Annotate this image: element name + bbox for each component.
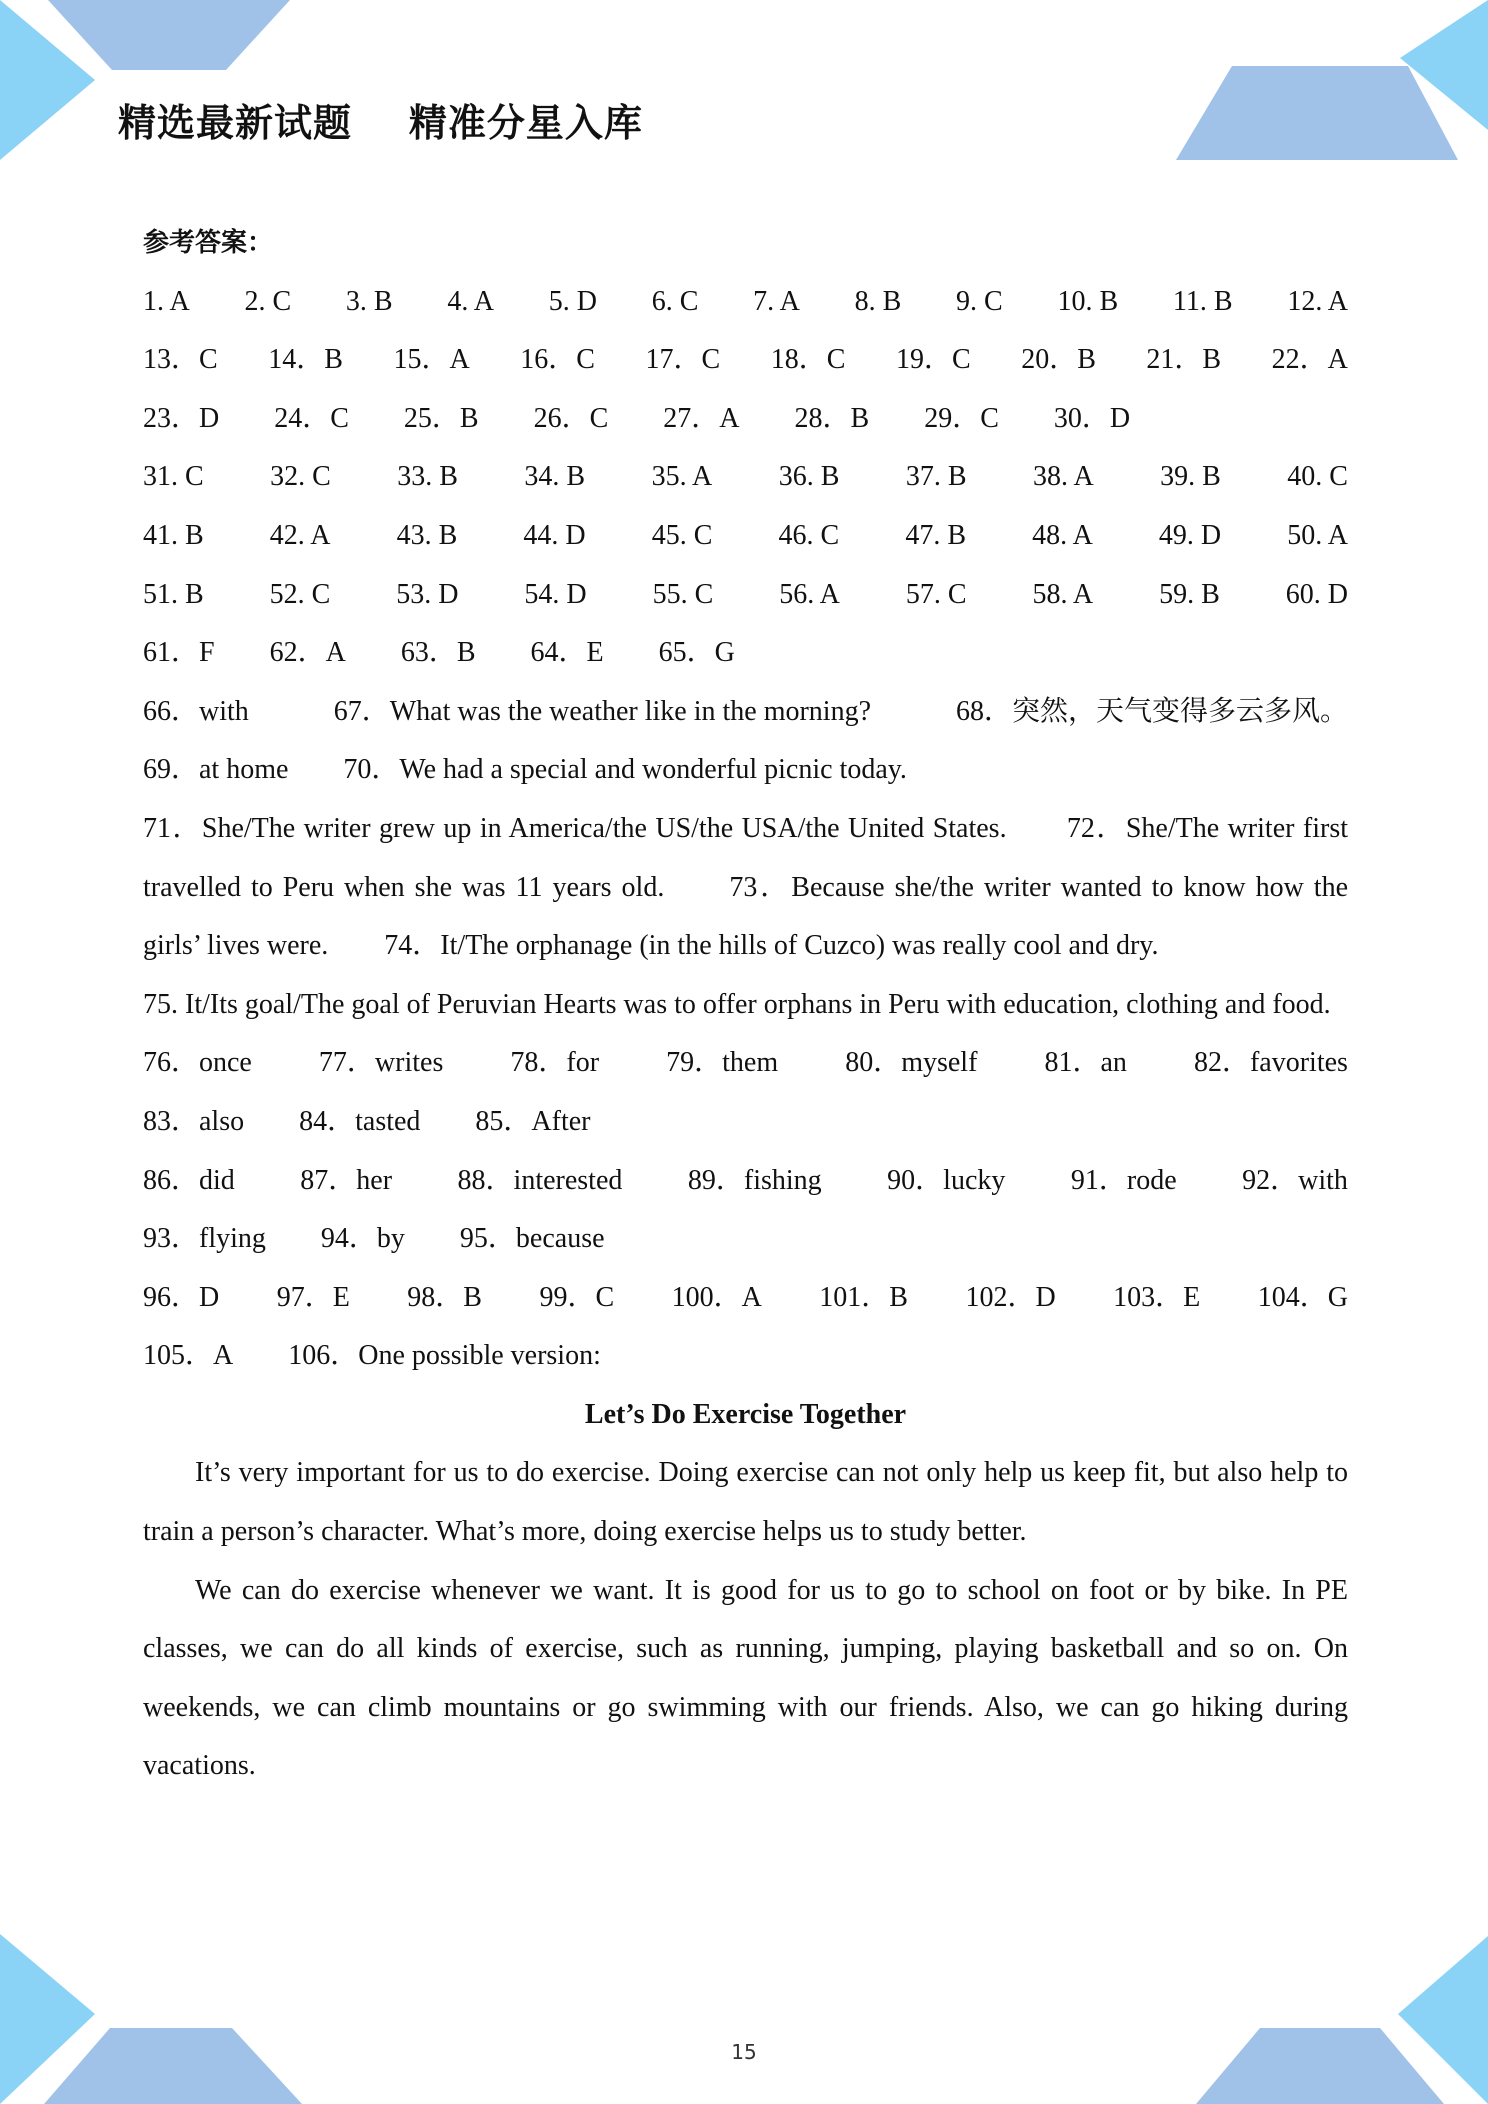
- answer-item: 43. B: [396, 519, 458, 551]
- page-number: 15: [731, 2040, 757, 2064]
- answer-row: [143, 683, 1348, 742]
- answer-item: 17．C: [645, 344, 721, 376]
- answer-item: 76．once: [143, 1047, 252, 1079]
- answer-item: 16．C: [520, 344, 595, 376]
- answer-item: 82．favorites: [1193, 1047, 1348, 1079]
- answer-item: 34. B: [524, 461, 586, 493]
- answer-item: 99．C: [539, 1281, 615, 1313]
- answer-item: 100．A: [671, 1281, 762, 1313]
- answer-item: 9. C: [956, 285, 1003, 317]
- answer-item: 57. C: [905, 578, 967, 610]
- answer-item: 25．B: [403, 402, 479, 434]
- essay-paragraph: It’s very important for us to do exercise. Doing exercise can not only help us keep fit, but also help to train a person’s character. What’s more, doing exercise helps us to study better.: [143, 1457, 1348, 1548]
- top-left-trapezoid-decoration: [48, 0, 290, 70]
- answer-item: 60. D: [1285, 578, 1348, 610]
- answer-item: 46. C: [778, 519, 840, 551]
- answer-item: 13．C: [143, 344, 218, 376]
- answer-row: [143, 624, 1348, 683]
- answer-item: 21．B: [1146, 344, 1222, 376]
- answer-item: 36. B: [778, 461, 840, 493]
- answer-item: 79．them: [666, 1047, 779, 1079]
- answer-item: 67．What was the weather like in the morning?: [333, 695, 872, 727]
- answer-row: [143, 1327, 1348, 1386]
- answers-heading: 参考答案：: [143, 228, 274, 258]
- answer-item: 88．interested: [457, 1164, 623, 1196]
- answer-item: 10. B: [1057, 285, 1119, 317]
- answer-item: 104．G: [1257, 1281, 1348, 1313]
- answer-row: [143, 1152, 1348, 1211]
- answer-item: 56. A: [779, 578, 840, 610]
- answer-row: [143, 1034, 1348, 1093]
- answers-71-74-paragraph: 71．She/The writer grew up in America/the US/the USA/the United States. 72．She/The writer first travelled to Peru when she was 11 years old. 73．Because she/the writer wanted to know how the girls’ lives were. 74．It/The orphanage (in the hills of Cuzco) was really cool and dry.: [143, 812, 1348, 962]
- answer-item: 42. A: [269, 519, 331, 551]
- answer-item: 32. C: [270, 461, 331, 493]
- answer-item: 54. D: [524, 578, 587, 610]
- answer-item: 64．E: [530, 637, 604, 669]
- answer-item: 65．G: [658, 637, 735, 669]
- answer-item: 62．A: [269, 637, 346, 669]
- answer-item: 4. A: [447, 285, 494, 317]
- answer-item: 8. B: [854, 285, 902, 317]
- answer-item: 89．fishing: [687, 1164, 822, 1196]
- top-right-trapezoid-decoration: [1176, 66, 1458, 160]
- header-title: 精选最新试题 精准分星入库: [118, 101, 643, 145]
- answer-item: 23．D: [143, 402, 220, 434]
- answer-item: 101．B: [819, 1281, 908, 1313]
- answer-item: 84．tasted: [299, 1105, 421, 1137]
- answer-item: 90．lucky: [887, 1164, 1006, 1196]
- answer-item: 24．C: [274, 402, 349, 434]
- answer-item: 98．B: [407, 1281, 482, 1313]
- answer-item: 68．突然，天气变得多云多风。: [955, 695, 1348, 727]
- answer-item: 12. A: [1287, 285, 1348, 317]
- answer-item: 40. C: [1287, 461, 1348, 493]
- answer-item: 35. A: [651, 461, 713, 493]
- answer-row: [143, 331, 1348, 390]
- answer-row: [143, 566, 1348, 625]
- answer-item: 5. D: [548, 285, 597, 317]
- answer-item: 48. A: [1032, 519, 1093, 551]
- answer-item: 51. B: [143, 578, 204, 610]
- answer-item: 50. A: [1287, 519, 1348, 551]
- answer-item: 6. C: [651, 285, 699, 317]
- answer-item: 39. B: [1160, 461, 1221, 493]
- answer-item: 53. D: [396, 578, 459, 610]
- answer-item: 30．D: [1053, 402, 1131, 434]
- answer-item: 38. A: [1032, 461, 1094, 493]
- answer-75-paragraph: 75. It/Its goal/The goal of Peruvian Hearts was to offer orphans in Peru with education, clothing and food.: [143, 988, 1331, 1020]
- answer-item: 22．A: [1271, 344, 1348, 376]
- answer-item: 95．because: [459, 1223, 605, 1255]
- answer-item: 80．myself: [845, 1047, 978, 1079]
- answer-item: 14．B: [268, 344, 343, 376]
- answer-item: 81．an: [1044, 1047, 1127, 1079]
- answer-item: 70．We had a special and wonderful picnic today.: [343, 754, 907, 786]
- answer-item: 52. C: [269, 578, 331, 610]
- answer-item: 18．C: [770, 344, 846, 376]
- answer-item: 103．E: [1113, 1281, 1201, 1313]
- answer-row: [143, 448, 1348, 507]
- answer-item: 96．D: [143, 1281, 220, 1313]
- answer-row: [143, 1093, 1348, 1152]
- answer-item: 15．A: [393, 344, 470, 376]
- essay-title: Let’s Do Exercise Together: [584, 1398, 907, 1430]
- answer-item: 3. B: [345, 285, 393, 317]
- answer-item: 87．her: [300, 1164, 393, 1196]
- answer-item: 106．One possible version:: [288, 1340, 601, 1372]
- answer-item: 28．B: [794, 402, 870, 434]
- essay-paragraph: We can do exercise whenever we want. It is good for us to go to school on foot or by bike. In PE classes, we can do all kinds of exercise, such as running, jumping, playing basketball and so on. On weekends, we can climb mountains or go swimming with our friends. Also, we can go hiking during vacations.: [143, 1574, 1348, 1782]
- answer-item: 105．A: [143, 1340, 234, 1372]
- answer-item: 45. C: [651, 519, 713, 551]
- answer-row: [143, 390, 1348, 449]
- answer-item: 59. B: [1159, 578, 1220, 610]
- answer-item: 85．After: [475, 1105, 591, 1137]
- answer-item: 11. B: [1172, 285, 1233, 317]
- answer-row: [143, 1210, 1348, 1269]
- answer-item: 61．F: [143, 637, 215, 669]
- answer-item: 78．for: [510, 1047, 600, 1079]
- answer-item: 19．C: [895, 344, 971, 376]
- answer-item: 92．with: [1242, 1164, 1348, 1196]
- answer-item: 66．with: [143, 695, 249, 727]
- answer-item: 49. D: [1158, 519, 1222, 551]
- answer-item: 20．B: [1021, 344, 1096, 376]
- answer-item: 26．C: [533, 402, 609, 434]
- answer-item: 91．rode: [1070, 1164, 1177, 1196]
- answer-item: 44. D: [523, 519, 586, 551]
- answer-item: 83．also: [143, 1105, 245, 1137]
- answer-item: 37. B: [905, 461, 967, 493]
- answer-item: 33. B: [397, 461, 458, 493]
- answer-item: 69．at home: [143, 754, 289, 786]
- answer-item: 29．C: [924, 402, 999, 434]
- answer-row: [143, 741, 1348, 800]
- answer-item: 94．by: [320, 1223, 405, 1255]
- answer-item: 27．A: [663, 402, 740, 434]
- answer-item: 31. C: [143, 461, 204, 493]
- answer-item: 102．D: [965, 1281, 1056, 1313]
- answer-row: [143, 273, 1348, 332]
- answer-item: 97．E: [276, 1281, 350, 1313]
- answer-item: 93．flying: [143, 1223, 266, 1255]
- answer-item: 55. C: [652, 578, 714, 610]
- answer-item: 86．did: [143, 1164, 235, 1196]
- answer-item: 7. A: [753, 285, 800, 317]
- answer-content: [143, 214, 1348, 1796]
- answer-item: 58. A: [1032, 578, 1094, 610]
- answer-item: 77．writes: [318, 1047, 444, 1079]
- answer-item: 47. B: [905, 519, 967, 551]
- answer-item: 2. C: [244, 285, 292, 317]
- answer-item: 1. A: [143, 285, 190, 317]
- answer-row: [143, 507, 1348, 566]
- answer-row: [143, 1269, 1348, 1328]
- answer-item: 63．B: [400, 637, 476, 669]
- answer-item: 41. B: [143, 519, 204, 551]
